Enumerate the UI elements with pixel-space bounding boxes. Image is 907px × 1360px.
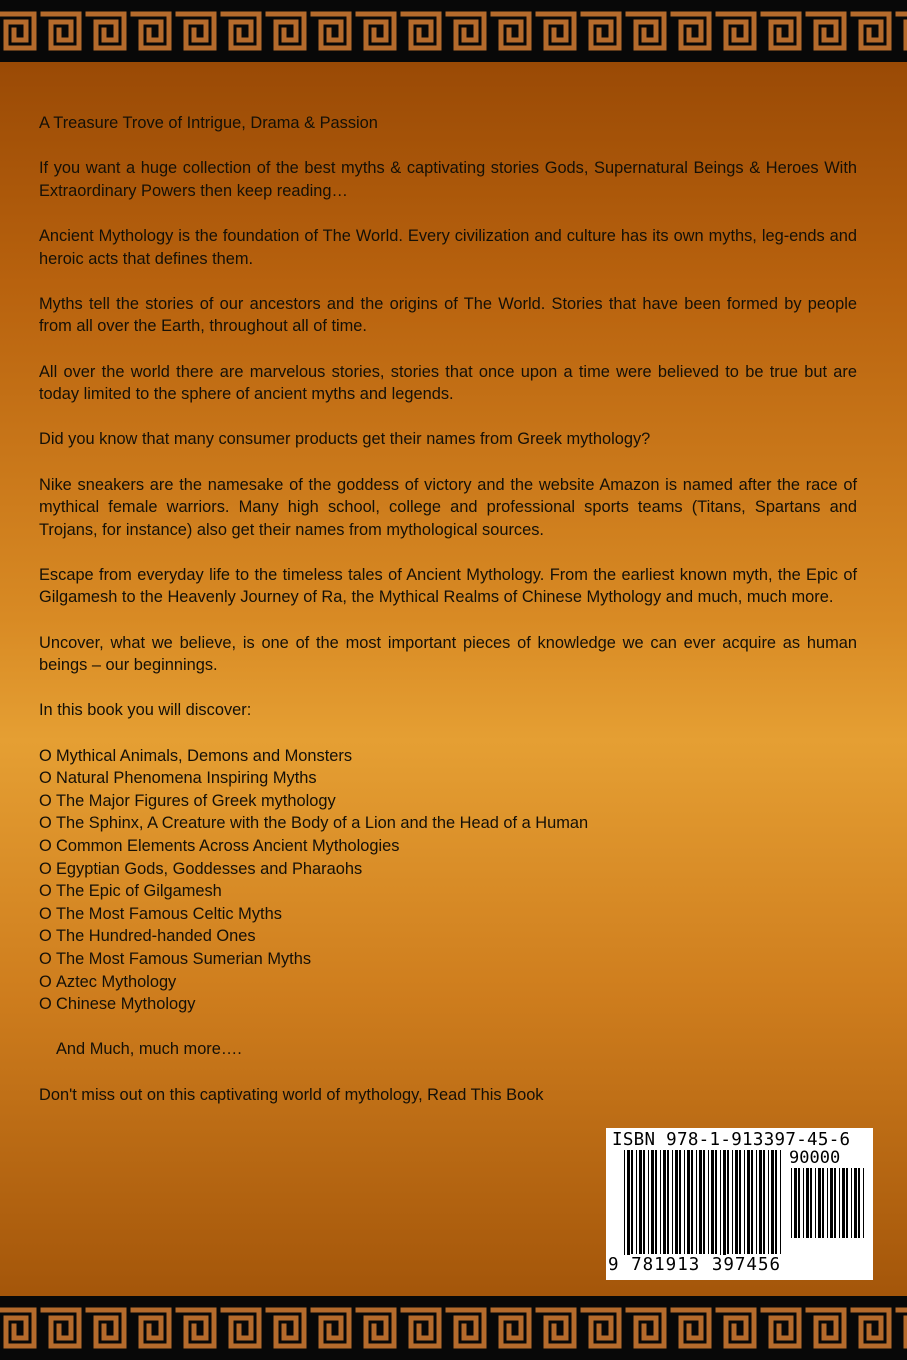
barcode-bar: [858, 1168, 860, 1238]
barcode-bar: [723, 1150, 726, 1272]
intro-paragraph: Myths tell the stories of our ancestors and the origins of The World. Stories that have been formed by people from all over the Earth, throughout all of time.: [39, 294, 857, 336]
barcode-bar: [624, 1150, 625, 1272]
ean-digits: 9 781913 397456: [608, 1255, 782, 1275]
barcode-bar: [747, 1150, 750, 1254]
barcode-bar: [810, 1168, 812, 1238]
barcode-bar: [679, 1150, 681, 1254]
list-item-label: Egyptian Gods, Goddesses and Pharaohs: [56, 859, 363, 878]
bullet-mark: O: [39, 882, 52, 901]
list-item: [39, 812, 857, 835]
list-item-label: Natural Phenomena Inspiring Myths: [56, 769, 317, 788]
bullet-mark: O: [39, 837, 52, 855]
bullet-mark: O: [39, 995, 52, 1014]
list-item: [39, 745, 857, 768]
closing-line: Don't miss out on this captivating world of mythology, Read This Book: [39, 1085, 544, 1104]
barcode-bar: [684, 1150, 685, 1254]
barcode-bar: [627, 1150, 630, 1272]
tagline: A Treasure Trove of Intrigue, Drama & Passion: [39, 114, 378, 132]
bullet-mark: O: [39, 859, 52, 878]
barcode-bar: [759, 1150, 762, 1254]
cover-text: [39, 112, 857, 1129]
barcode-bar: [655, 1150, 657, 1254]
barcode-bar: [834, 1168, 836, 1238]
list-item-label: The Most Famous Celtic Myths: [56, 904, 282, 923]
barcode-bar: [818, 1168, 821, 1238]
list-item-label: The Sphinx, A Creature with the Body of a Lion and the Head of a Human: [56, 814, 589, 833]
and-more-line: And Much, much more….: [56, 1040, 242, 1059]
list-item-label: Mythical Animals, Demons and Monsters: [56, 746, 353, 765]
intro-paragraph: Escape from everyday life to the timeless tales of Ancient Mythology. From the earliest known myth, the Epic of Gilgamesh to the Heavenly Journey of Ra, the Mythical Realms of Chinese Mythology and much, much more.: [39, 565, 857, 607]
barcode-bar: [839, 1168, 840, 1238]
discover-heading: In this book you will discover:: [39, 701, 252, 720]
barcode-bar: [672, 1150, 673, 1254]
barcode-bar: [744, 1150, 745, 1254]
intro-paragraph: All over the world there are marvelous stories, stories that once upon a time were believed to be true but are today limited to the sphere of ancient myths and legends.: [39, 362, 857, 404]
barcode-bar: [763, 1150, 765, 1254]
ean-barcode-bars: [622, 1150, 784, 1272]
barcode-bar: [699, 1150, 702, 1254]
barcode-bar: [703, 1150, 705, 1254]
bullet-mark: O: [39, 814, 52, 833]
list-item: [39, 903, 857, 926]
barcode-bar: [715, 1150, 717, 1254]
list-item: [39, 925, 857, 948]
barcode-bar: [830, 1168, 833, 1238]
barcode-bar: [815, 1168, 816, 1238]
barcode-bar: [660, 1150, 661, 1254]
list-item-label: Aztec Mythology: [56, 972, 177, 991]
barcode-bar: [827, 1168, 828, 1238]
intro-paragraph: Nike sneakers are the namesake of the goddess of victory and the website Amazon is named after the race of mythical female warriors. Many high school, college and professional sports teams (Titans, Spartans and Trojans, for instance) also get their names from mythological sources.: [39, 475, 857, 539]
isbn-label: ISBN 978-1-913397-45-6: [612, 1130, 851, 1150]
isbn-barcode: [606, 1128, 873, 1280]
bullet-mark: O: [39, 791, 52, 810]
list-item: [39, 993, 857, 1016]
list-item-label: The Most Famous Sumerian Myths: [56, 949, 312, 968]
barcode-bar: [643, 1150, 645, 1254]
bullet-mark: O: [39, 972, 52, 991]
barcode-bar: [720, 1150, 721, 1272]
barcode-bar: [794, 1168, 797, 1238]
barcode-bar: [798, 1168, 800, 1238]
barcode-bar: [863, 1168, 864, 1238]
barcode-bar: [675, 1150, 678, 1254]
barcode-bar: [735, 1150, 738, 1254]
barcode-bar: [756, 1150, 757, 1254]
discover-list: [39, 745, 857, 1016]
list-item: [39, 835, 857, 858]
barcode-bar: [636, 1150, 637, 1254]
barcode-bar: [803, 1168, 804, 1238]
list-item: [39, 948, 857, 971]
bottom-greek-key-border: [0, 1296, 907, 1360]
barcode-bar: [768, 1150, 769, 1254]
list-item-label: The Epic of Gilgamesh: [56, 882, 222, 901]
list-item-label: The Major Figures of Greek mythology: [56, 791, 336, 810]
intro-paragraph: Uncover, what we believe, is one of the most important pieces of knowledge we can ever acquire as human beings – our beginnings.: [39, 633, 857, 675]
barcode-bar: [842, 1168, 845, 1238]
barcode-bar: [708, 1150, 709, 1254]
price-code: 90000: [789, 1148, 841, 1168]
barcode-bar: [639, 1150, 642, 1254]
list-item: [39, 858, 857, 881]
intro-paragraph: If you want a huge collection of the best myths & captivating stories Gods, Supernatural Beings & Heroes With Extraordinary Powers then keep reading…: [39, 159, 857, 200]
intro-paragraph: Did you know that many consumer products get their names from Greek mythology?: [39, 430, 651, 449]
barcode-bar: [727, 1150, 729, 1254]
list-item: [39, 767, 857, 790]
list-item: [39, 971, 857, 994]
barcode-bar: [696, 1150, 697, 1254]
bullet-mark: O: [39, 769, 52, 788]
intro-paragraph: Ancient Mythology is the foundation of The World. Every civilization and culture has its own myths, leg-ends and heroic acts that defines them.: [39, 226, 857, 268]
barcode-bar: [667, 1150, 669, 1254]
list-item-label: Common Elements Across Ancient Mythologies: [56, 837, 400, 855]
barcode-bar: [631, 1150, 633, 1254]
bullet-mark: O: [39, 746, 52, 765]
barcode-bar: [806, 1168, 809, 1238]
greek-key-meander-icon: [0, 1296, 907, 1360]
barcode-bar: [775, 1150, 777, 1254]
barcode-bar: [691, 1150, 693, 1254]
barcode-bar: [791, 1168, 792, 1238]
bullet-mark: O: [39, 904, 52, 923]
barcode-bar: [851, 1168, 852, 1238]
barcode-bar: [651, 1150, 654, 1254]
barcode-bar: [780, 1150, 781, 1254]
barcode-bar: [648, 1150, 649, 1254]
barcode-bar: [846, 1168, 848, 1238]
barcode-bar: [687, 1150, 690, 1254]
greek-key-meander-icon: [0, 0, 907, 62]
barcode-bar: [711, 1150, 714, 1254]
barcode-bar: [854, 1168, 857, 1238]
bullet-mark: O: [39, 949, 52, 968]
list-item: [39, 790, 857, 813]
barcode-bar: [822, 1168, 824, 1238]
back-cover-panel: [0, 62, 907, 1296]
top-greek-key-border: [0, 0, 907, 62]
barcode-bar: [732, 1150, 733, 1254]
barcode-bar: [739, 1150, 741, 1254]
addon-barcode-bars: [789, 1168, 869, 1272]
list-item-label: The Hundred-handed Ones: [56, 927, 256, 946]
list-item-label: Chinese Mythology: [56, 995, 196, 1014]
bullet-mark: O: [39, 927, 52, 946]
barcode-bar: [751, 1150, 753, 1254]
barcode-bar: [663, 1150, 666, 1254]
list-item: [39, 880, 857, 903]
barcode-bar: [771, 1150, 774, 1254]
